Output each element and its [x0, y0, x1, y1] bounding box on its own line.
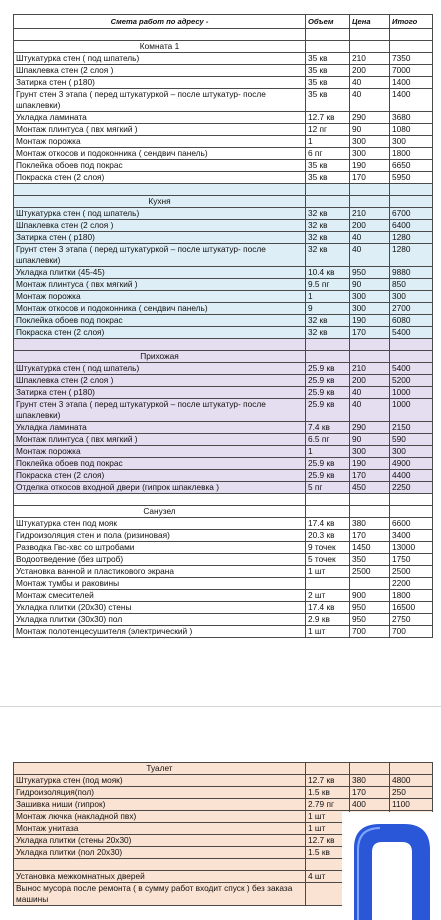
work-total: 7350	[390, 53, 433, 65]
work-total: 1280	[390, 232, 433, 244]
title-row	[14, 15, 433, 29]
empty-cell	[350, 506, 390, 518]
empty-cell	[306, 41, 350, 53]
table-row	[14, 148, 433, 160]
work-total: 590	[390, 434, 433, 446]
table-row	[14, 220, 433, 232]
work-volume: 9.5 пг	[306, 279, 350, 291]
work-total: 1400	[390, 77, 433, 89]
table-row	[14, 65, 433, 77]
work-volume: 12.7 кв	[306, 112, 350, 124]
page-gap	[0, 707, 441, 755]
work-price: 40	[350, 89, 390, 112]
work-volume: 1	[306, 291, 350, 303]
work-total: 3680	[390, 112, 433, 124]
work-price: 170	[350, 787, 390, 799]
work-volume: 5 пг	[306, 482, 350, 494]
empty-cell	[390, 29, 433, 41]
work-volume: 12.7 кв	[306, 835, 350, 847]
work-description: Шпаклевка стен (2 слоя )	[14, 65, 306, 77]
work-total: 2200	[390, 578, 433, 590]
table-row	[14, 399, 433, 422]
work-price: 210	[350, 363, 390, 375]
table-row	[14, 530, 433, 542]
empty-cell	[306, 29, 350, 41]
empty-cell	[306, 184, 350, 196]
work-price: 950	[350, 267, 390, 279]
work-description: Шпаклевка стен (2 слоя )	[14, 220, 306, 232]
work-total: 9880	[390, 267, 433, 279]
work-description: Монтаж порожка	[14, 446, 306, 458]
work-volume: 12.7 кв	[306, 775, 350, 787]
table-row	[14, 446, 433, 458]
work-description: Гидроизоляция(пол)	[14, 787, 306, 799]
work-volume: 9 точек	[306, 542, 350, 554]
work-description: Затирка стен ( р180)	[14, 387, 306, 399]
table-row	[14, 315, 433, 327]
work-price: 200	[350, 65, 390, 77]
work-description: Водоотведение (без штроб)	[14, 554, 306, 566]
table-row	[14, 626, 433, 638]
work-total: 6650	[390, 160, 433, 172]
work-description: Вынос мусора после ремонта ( в сумму работ входит спуск ) без заказа машины	[14, 883, 306, 906]
work-description: Монтаж плинтуса ( пвх мягкий )	[14, 434, 306, 446]
work-description: Укладка плитки (45-45)	[14, 267, 306, 279]
work-volume: 32 кв	[306, 244, 350, 267]
work-total: 6600	[390, 518, 433, 530]
empty-cell	[390, 494, 433, 506]
table-row	[14, 482, 433, 494]
work-volume: 2 шт	[306, 590, 350, 602]
work-total: 2250	[390, 482, 433, 494]
work-total: 5200	[390, 375, 433, 387]
column-header-price: Цена	[350, 15, 390, 29]
work-total: 1000	[390, 387, 433, 399]
work-total: 6700	[390, 208, 433, 220]
table-row	[14, 291, 433, 303]
work-total: 5400	[390, 327, 433, 339]
work-price: 170	[350, 470, 390, 482]
work-price: 40	[350, 232, 390, 244]
work-total: 5400	[390, 363, 433, 375]
work-price: 380	[350, 775, 390, 787]
work-description: Поклейка обоев под покрас	[14, 160, 306, 172]
table-row	[14, 578, 433, 590]
work-total: 300	[390, 291, 433, 303]
work-price: 290	[350, 422, 390, 434]
work-volume: 10.4 кв	[306, 267, 350, 279]
work-volume: 17.4 кв	[306, 518, 350, 530]
work-total: 6400	[390, 220, 433, 232]
work-volume: 35 кв	[306, 89, 350, 112]
empty-cell	[390, 506, 433, 518]
table-row	[14, 787, 433, 799]
work-description: Укладка плитки (пол 20х30)	[14, 847, 306, 859]
table-row	[14, 208, 433, 220]
work-total: 2700	[390, 303, 433, 315]
work-volume: 32 кв	[306, 220, 350, 232]
work-price: 200	[350, 220, 390, 232]
work-total: 4800	[390, 775, 433, 787]
work-total: 250	[390, 787, 433, 799]
work-price: 2500	[350, 566, 390, 578]
section-header-row	[14, 351, 433, 363]
work-price: 290	[350, 112, 390, 124]
table-row	[14, 375, 433, 387]
empty-cell	[350, 494, 390, 506]
work-description: Штукатурка стен под мояк	[14, 518, 306, 530]
work-description: Затирка стен ( р180)	[14, 232, 306, 244]
work-total: 2150	[390, 422, 433, 434]
work-description: Штукатурка стен ( под шпатель)	[14, 208, 306, 220]
section-header-row	[14, 196, 433, 208]
work-description: Укладка плитки (стены 20х30)	[14, 835, 306, 847]
work-total: 13000	[390, 542, 433, 554]
work-volume: 25.9 кв	[306, 387, 350, 399]
work-description: Укладка ламината	[14, 112, 306, 124]
work-description: Монтаж порожка	[14, 136, 306, 148]
work-description: Гидроизоляция стен и пола (ризиновая)	[14, 530, 306, 542]
work-total: 4400	[390, 470, 433, 482]
work-volume: 1	[306, 446, 350, 458]
work-price: 170	[350, 327, 390, 339]
empty-cell	[390, 41, 433, 53]
empty-cell	[306, 351, 350, 363]
work-description: Монтаж тумбы и раковины	[14, 578, 306, 590]
work-price: 350	[350, 554, 390, 566]
work-price: 1450	[350, 542, 390, 554]
work-description: Поклейка обоев под покрас	[14, 315, 306, 327]
work-description: Монтаж плинтуса ( пвх мягкий )	[14, 279, 306, 291]
work-volume: 1 шт	[306, 566, 350, 578]
table-row	[14, 136, 433, 148]
work-description: Отделка откосов входной двери (гипрок шпаклевка )	[14, 482, 306, 494]
brand-logo-icon	[342, 812, 436, 920]
empty-cell	[306, 763, 350, 775]
table-row	[14, 77, 433, 89]
work-description: Грунт стен 3 этапа ( перед штукатуркой – после штукатур- после шпаклевки)	[14, 399, 306, 422]
work-description: Штукатурка стен ( под шпатель)	[14, 53, 306, 65]
table-row	[14, 470, 433, 482]
section-name: Кухня	[14, 196, 306, 208]
work-price: 190	[350, 458, 390, 470]
work-volume: 1	[306, 136, 350, 148]
section-name: Комната 1	[14, 41, 306, 53]
work-total: 1100	[390, 799, 433, 811]
work-description: Монтаж порожка	[14, 291, 306, 303]
empty-cell	[306, 339, 350, 351]
work-volume: 25.9 кв	[306, 375, 350, 387]
work-description: Укладка плитки (30х30) пол	[14, 614, 306, 626]
work-volume: 7.4 кв	[306, 422, 350, 434]
work-description: Укладка плитки (20х30) стены	[14, 602, 306, 614]
section-name: Санузел	[14, 506, 306, 518]
work-total: 850	[390, 279, 433, 291]
table-row	[14, 327, 433, 339]
work-description: Штукатурка стен (под мояк)	[14, 775, 306, 787]
section-header-row	[14, 41, 433, 53]
work-total: 4900	[390, 458, 433, 470]
work-total: 1800	[390, 590, 433, 602]
blank-row	[14, 339, 433, 351]
work-volume: 12 пг	[306, 124, 350, 136]
work-volume: 35 кв	[306, 172, 350, 184]
work-total: 1000	[390, 399, 433, 422]
empty-cell	[306, 494, 350, 506]
work-description: Укладка ламината	[14, 422, 306, 434]
work-price: 40	[350, 387, 390, 399]
work-price: 900	[350, 590, 390, 602]
work-description: Установка ванной и пластикового экрана	[14, 566, 306, 578]
work-total: 2500	[390, 566, 433, 578]
work-price: 300	[350, 303, 390, 315]
empty-cell	[306, 196, 350, 208]
work-total: 1400	[390, 89, 433, 112]
work-description: Разводка Гвс-хвс со штробами	[14, 542, 306, 554]
table-row	[14, 566, 433, 578]
work-description: Грунт стен 3 этапа ( перед штукатуркой – после штукатур- после шпаклевки)	[14, 244, 306, 267]
work-volume: 20.3 кв	[306, 530, 350, 542]
column-header-volume: Объем	[306, 15, 350, 29]
work-price: 190	[350, 160, 390, 172]
table-row	[14, 614, 433, 626]
blank-row	[14, 184, 433, 196]
work-description: Затирка стен ( р180)	[14, 77, 306, 89]
work-price: 170	[350, 530, 390, 542]
work-volume: 1 шт	[306, 811, 350, 823]
table-row	[14, 89, 433, 112]
table-row	[14, 554, 433, 566]
table-row	[14, 279, 433, 291]
empty-cell	[14, 184, 306, 196]
work-volume: 35 кв	[306, 160, 350, 172]
work-price: 300	[350, 291, 390, 303]
table-row	[14, 267, 433, 279]
work-description: Монтаж полотенцесушителя (электрический )	[14, 626, 306, 638]
work-volume: 2.79 пг	[306, 799, 350, 811]
empty-cell	[350, 763, 390, 775]
work-volume: 32 кв	[306, 327, 350, 339]
empty-cell	[14, 859, 306, 871]
work-total: 2750	[390, 614, 433, 626]
empty-cell	[390, 763, 433, 775]
section-header-row	[14, 506, 433, 518]
table-row	[14, 172, 433, 184]
estimate-sheet-page1	[13, 14, 432, 638]
work-volume: 6.5 пг	[306, 434, 350, 446]
work-price	[350, 578, 390, 590]
blank-row	[14, 29, 433, 41]
table-row	[14, 434, 433, 446]
empty-cell	[350, 339, 390, 351]
empty-cell	[14, 29, 306, 41]
section-name: Туалет	[14, 763, 306, 775]
work-price: 200	[350, 375, 390, 387]
work-volume: 6 пг	[306, 148, 350, 160]
empty-cell	[390, 351, 433, 363]
work-price: 950	[350, 614, 390, 626]
work-description: Грунт стен 3 этапа ( перед штукатуркой – после штукатур- после шпаклевки)	[14, 89, 306, 112]
table-row	[14, 602, 433, 614]
empty-cell	[14, 494, 306, 506]
empty-cell	[390, 196, 433, 208]
work-price: 950	[350, 602, 390, 614]
estimate-title: Смета работ по адресу -	[14, 15, 306, 29]
work-volume: 17.4 кв	[306, 602, 350, 614]
table-row	[14, 160, 433, 172]
work-volume: 1 шт	[306, 823, 350, 835]
work-price: 40	[350, 244, 390, 267]
table-row	[14, 244, 433, 267]
work-total: 1280	[390, 244, 433, 267]
table-row	[14, 363, 433, 375]
work-price: 90	[350, 434, 390, 446]
work-description: Монтаж откосов и подоконника ( сендвич панель)	[14, 303, 306, 315]
table-row	[14, 518, 433, 530]
work-description: Покраска стен (2 слоя)	[14, 327, 306, 339]
table-row	[14, 303, 433, 315]
table-row	[14, 799, 433, 811]
section-name: Прихожая	[14, 351, 306, 363]
empty-cell	[306, 506, 350, 518]
work-description: Монтаж смесителей	[14, 590, 306, 602]
table-row	[14, 387, 433, 399]
work-total: 16500	[390, 602, 433, 614]
work-price: 90	[350, 279, 390, 291]
work-price: 210	[350, 53, 390, 65]
empty-cell	[350, 29, 390, 41]
work-volume: 35 кв	[306, 65, 350, 77]
work-description: Штукатурка стен ( под шпатель)	[14, 363, 306, 375]
blank-row	[14, 494, 433, 506]
work-description: Монтаж плинтуса ( пвх мягкий )	[14, 124, 306, 136]
empty-cell	[14, 339, 306, 351]
work-volume: 32 кв	[306, 315, 350, 327]
table-row	[14, 590, 433, 602]
work-volume: 35 кв	[306, 77, 350, 89]
work-volume: 9	[306, 303, 350, 315]
work-description: Монтаж откосов и подоконника ( сендвич панель)	[14, 148, 306, 160]
section-header-row	[14, 763, 433, 775]
work-volume: 25.9 кв	[306, 458, 350, 470]
empty-cell	[350, 351, 390, 363]
table-row	[14, 232, 433, 244]
work-price: 400	[350, 799, 390, 811]
work-price: 300	[350, 446, 390, 458]
work-total: 1800	[390, 148, 433, 160]
empty-cell	[350, 196, 390, 208]
work-volume: 2.9 кв	[306, 614, 350, 626]
work-description: Установка межкомнатных дверей	[14, 871, 306, 883]
work-total: 700	[390, 626, 433, 638]
table-row	[14, 775, 433, 787]
empty-cell	[390, 339, 433, 351]
work-description: Поклейка обоев под покрас	[14, 458, 306, 470]
work-total: 300	[390, 446, 433, 458]
work-total: 300	[390, 136, 433, 148]
table-row	[14, 458, 433, 470]
empty-cell	[350, 184, 390, 196]
empty-cell	[350, 41, 390, 53]
work-total: 5950	[390, 172, 433, 184]
work-total: 3400	[390, 530, 433, 542]
work-volume: 1.5 кв	[306, 787, 350, 799]
work-volume: 5 точек	[306, 554, 350, 566]
work-price: 40	[350, 77, 390, 89]
work-volume: 1 шт	[306, 626, 350, 638]
work-price: 450	[350, 482, 390, 494]
work-volume: 32 кв	[306, 208, 350, 220]
work-volume: 32 кв	[306, 232, 350, 244]
work-total: 1080	[390, 124, 433, 136]
work-volume: 25.9 кв	[306, 470, 350, 482]
column-header-total: Итого	[390, 15, 433, 29]
work-description: Зашивка ниши (гипрок)	[14, 799, 306, 811]
work-total: 1750	[390, 554, 433, 566]
table-row	[14, 542, 433, 554]
work-total: 6080	[390, 315, 433, 327]
table-row	[14, 124, 433, 136]
table-row	[14, 112, 433, 124]
table-row	[14, 53, 433, 65]
work-price: 300	[350, 148, 390, 160]
work-volume: 25.9 кв	[306, 363, 350, 375]
work-description: Покраска стен (2 слоя)	[14, 172, 306, 184]
work-volume	[306, 578, 350, 590]
work-price: 90	[350, 124, 390, 136]
work-price: 700	[350, 626, 390, 638]
work-volume: 35 кв	[306, 53, 350, 65]
work-price: 40	[350, 399, 390, 422]
work-price: 190	[350, 315, 390, 327]
work-price: 300	[350, 136, 390, 148]
estimate-table	[13, 14, 433, 638]
work-price: 380	[350, 518, 390, 530]
work-description: Покраска стен (2 слоя)	[14, 470, 306, 482]
work-volume: 4 шт	[306, 871, 350, 883]
work-volume: 1.5 кв	[306, 847, 350, 859]
work-description: Монтаж унитаза	[14, 823, 306, 835]
work-total: 7000	[390, 65, 433, 77]
table-row	[14, 422, 433, 434]
work-volume: 25.9 кв	[306, 399, 350, 422]
work-price: 170	[350, 172, 390, 184]
work-price: 210	[350, 208, 390, 220]
work-description: Монтаж лючка (накладной пвх)	[14, 811, 306, 823]
empty-cell	[390, 184, 433, 196]
work-description: Шпаклевка стен (2 слоя )	[14, 375, 306, 387]
